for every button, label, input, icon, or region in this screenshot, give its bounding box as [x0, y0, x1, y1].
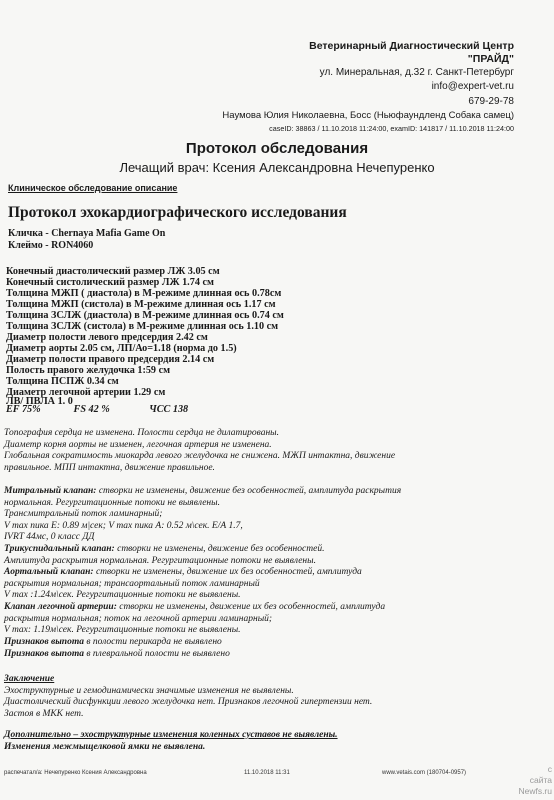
text-line: Диастолический дисфункции левого желудочка нет. Признаков легочной гипертензии нет. [4, 697, 373, 708]
effusion-label: Признаков выпота [4, 637, 84, 647]
text-line: нормальная. Регургитационные потоки не выявлены. [4, 497, 220, 508]
conclusion-title: Заключение [4, 674, 55, 684]
measurement-line: Диаметр легочной артерии 1.29 см [6, 387, 166, 398]
additional-line: Изменения межмыщелковой ямки не выявлена. [4, 741, 206, 752]
tricuspid-block [4, 544, 544, 567]
additional-block [4, 730, 544, 753]
text-line: Амплитуда раскрытия нормальная. Регургитационные потоки не выявлены. [4, 555, 316, 566]
mitral-block [4, 486, 544, 544]
topography-block [4, 428, 544, 474]
measurement-line: Диаметр аорты 2.05 см, ЛП/Ао=1.18 (норма до 1.5) [6, 343, 237, 354]
text-line: V max :1.24м\сек. Регургитационные потоки не выявлены. [4, 590, 241, 601]
measurement-line: Толщина МЖП ( диастола) в М-режиме длинная ось 0.78см [6, 288, 282, 299]
conclusion-block [4, 674, 544, 720]
nickname: Кличка - Chernaya Mafia Game On [8, 228, 166, 239]
measurement-line: Диаметр полости правого предсердия 2.14 см [6, 354, 215, 365]
text-line: Диаметр корня аорты не изменен, легочная артерия не изменена. [4, 439, 272, 450]
text-line: створки не изменены, движение их без особенностей, амплитуда [116, 602, 386, 612]
ef-value: EF 75% [6, 404, 41, 415]
footer-site: www.vetais.com (180704-0957) [382, 770, 467, 776]
measurement-line: Толщина ЗСЛЖ (диастола) в М-режиме длинная ось 0.74 см [6, 310, 284, 321]
heart-rate: ЧСС 138 [149, 404, 189, 415]
measurement-line: Толщина МЖП (систола) в М-режиме длинная ось 1.17 см [6, 299, 276, 310]
mitral-label: Митральный клапан: [4, 486, 97, 496]
text-line: створки не изменены, движение без особенностей. [114, 544, 325, 554]
protocol-title: Протокол обследования [185, 140, 369, 157]
effusion-label: Признаков выпота [4, 648, 84, 659]
additional-line: Дополнительно – эхоструктурные изменения коленных суставов не выявлены. [4, 730, 338, 740]
patient-info: Наумова Юлия Николаевна, Босс (Ньюфаундленд Собака самец) [222, 110, 514, 121]
measurement-line: Полость правого желудочка 1:59 см [6, 365, 171, 376]
text-line: створки не изменены, движение их без особенностей, амплитуда [93, 567, 362, 577]
footer-printed-at: 11.10.2018 11:31 [244, 770, 290, 776]
pulmonary-label: Клапан легочной артерии: [4, 602, 117, 612]
text-line: в плевральной полости не выявлено [84, 648, 230, 659]
text-line: в полости перикарда не выявлено [84, 637, 222, 647]
text-line: V max пика E: 0.89 м|сек; V max пика А: 0.52 м\сек. Е/А 1.7, [4, 520, 243, 531]
text-line: правильное. МПП интактна, движение правильное. [4, 462, 215, 473]
ef-line [6, 404, 188, 415]
echo-title: Протокол эхокардиографического исследования [8, 204, 347, 221]
watermark-mid: сайта [529, 775, 552, 785]
text-line: раскрытия нормальная; поток на легочной артерии ламинарный; [4, 613, 273, 624]
measurement-line: ЛВ/ ПВЛА 1. 0 [6, 396, 73, 407]
fs-value: FS 42 % [73, 404, 110, 415]
text-line: Застоя в МКК нет. [4, 708, 84, 719]
text-line: V max: 1.19м\сек. Регургитационные потоки не выявлены. [4, 625, 241, 636]
effusion-block [4, 637, 544, 660]
text-line: Глобальная сократимость миокарда левого желудочка не снижена. МЖП интактна, движение [4, 451, 396, 462]
tricuspid-label: Трикуспидальный клапан: [4, 544, 115, 554]
clinic-email: info@expert-vet.ru [431, 81, 514, 92]
text-line: створки не изменены, движение без особенностей, амплитуда раскрытия [96, 486, 402, 496]
measurement-line: Толщина ЗСЛЖ (систола) в М-режиме длинная ось 1.10 см [6, 321, 279, 332]
clinical-exam-link[interactable]: Клиническое обследование описание [8, 183, 178, 193]
measurement-line: Конечный диастолический размер ЛЖ 3.05 см [6, 266, 220, 277]
text-line: Топография сердца не изменена. Полости сердца не дилатированы. [4, 428, 279, 438]
clinic-address: ул. Минеральная, д.32 г. Санкт-Петербург [319, 67, 514, 78]
watermark-bottom: Newfs.ru [518, 786, 552, 796]
text-line: Эхоструктурные и гемодинамически значимые изменения не выявлены. [4, 685, 294, 696]
measurement-line: Диаметр полости левого предсердия 2.42 см [6, 332, 208, 343]
clinic-title: Ветеринарный Диагностический Центр [309, 40, 514, 52]
measurement-line: Толщина ПСПЖ 0.34 см [6, 376, 119, 387]
aortic-label: Аортальный клапан: [4, 567, 94, 577]
brand-mark: Клеймо - RON4060 [8, 240, 94, 251]
pulmonary-block [4, 602, 544, 637]
text-line: раскрытия нормальная; трансаортальный поток ламинарный [4, 578, 260, 589]
measurement-line: Конечный систолический размер ЛЖ 1.74 см [6, 277, 214, 288]
text-line: Трансмитральный поток ламинарный; [4, 509, 163, 520]
case-ids: caseID: 38863 / 11.10.2018 11:24:00, examID: 141817 / 11.10.2018 11:24:00 [269, 124, 514, 133]
watermark-top: с [547, 764, 552, 774]
clinic-phone: 679-29-78 [468, 96, 514, 107]
footer-printed-by: распечатал/а: Нечепуренко Ксения Александровна [4, 770, 147, 776]
text-line: IVRT 44мс, 0 класс ДД [4, 532, 95, 543]
clinic-name: "ПРАЙД" [467, 53, 514, 65]
attending-doctor: Лечащий врач: Ксения Александровна Нечепуренко [119, 160, 435, 175]
aortic-block [4, 567, 544, 602]
